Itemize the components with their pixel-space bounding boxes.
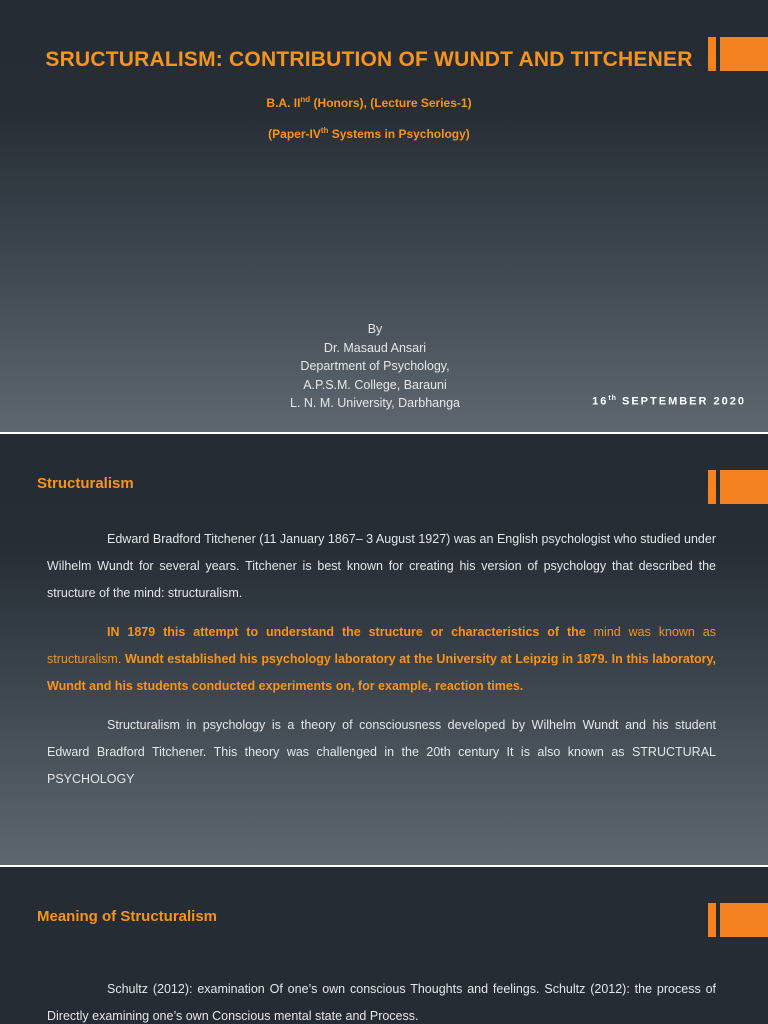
slide-heading: Meaning of Structuralism: [37, 908, 218, 925]
paragraph-1879: IN 1879 this attempt to understand the structure or characteristics of the mind was known as structuralism. Wundt established his psychology laboratory at the University at Leipzig in 1879. In this laboratory, Wundt and his students conducted experiments on, for example, reaction times.: [47, 625, 716, 693]
paragraph-schultz: Schultz (2012): examination Of one’s own conscious Thoughts and feelings. Schultz (2012): the process of Directly examining one’s own Conscious mental state and Process.: [47, 982, 716, 1023]
author-by: By: [367, 322, 383, 336]
slide-title: SRUCTURALISM: CONTRIBUTION OF WUNDT AND TITCHENER: [45, 48, 693, 71]
paragraph-titchener: Edward Bradford Titchener (11 January 1867– 3 August 1927) was an English psychologist who studied under Wilhelm Wundt for several years. Titchener is best known for creating his version of psychology that described the structure of the mind: structuralism.: [47, 532, 716, 600]
accent-bar: [708, 903, 768, 937]
paragraph-theory: Structuralism in psychology is a theory of consciousness developed by Wilhelm Wundt and his student Edward Bradford Titchener. This theory was challenged in the 20th century It is also known as STRUCTURAL PSYCHOLOGY: [47, 718, 716, 786]
presentation-date: 16th SEPTEMBER 2020: [592, 395, 746, 408]
paper-line: (Paper-IVth Systems in Psychology): [268, 126, 470, 141]
meaning-slide: [0, 867, 768, 1024]
author-block: [262, 320, 488, 413]
accent-bar: [708, 470, 768, 504]
author-university: L. N. M. University, Darbhanga: [290, 396, 460, 410]
title-slide: [0, 0, 768, 432]
structuralism-slide: [0, 434, 768, 865]
author-college: A.P.S.M. College, Barauni: [303, 377, 447, 392]
course-line: B.A. IInd (Honors), (Lecture Series-1): [266, 95, 472, 110]
author-name: Dr. Masaud Ansari: [323, 340, 427, 355]
author-department: Department of Psychology,: [300, 359, 450, 373]
slide-heading: Structuralism: [37, 475, 134, 492]
